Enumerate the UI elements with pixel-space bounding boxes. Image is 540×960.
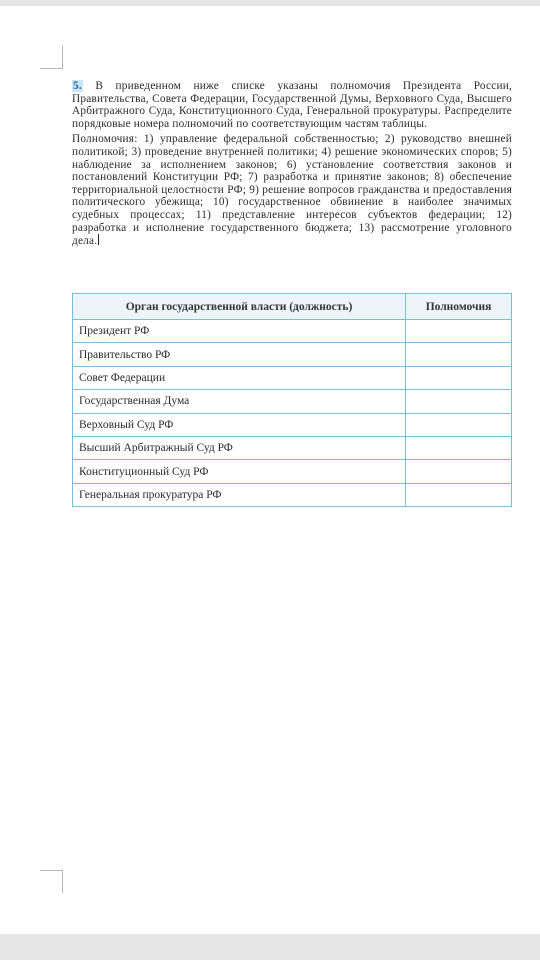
powers-cell[interactable] [406, 366, 512, 389]
task-text: В приведенном ниже списке указаны полномочия Президента России, Правительства, Совета Федерации, Государственной Думы, Верховного Суда, Высшего Арбитражного Суда, Конституционного Суда, Генеральной прокуратуры. Распределите порядковые номера полномочий по соответствующим частям таблицы. [72, 80, 513, 130]
organ-cell: Государственная Дума [73, 390, 406, 413]
powers-list [72, 133, 512, 247]
text-cursor [98, 234, 99, 245]
table-row [73, 460, 512, 483]
organ-cell: Конституционный Суд РФ [73, 460, 406, 483]
powers-cell[interactable] [406, 460, 512, 483]
header-organ: Орган государственной власти (должность) [73, 294, 406, 320]
powers-cell[interactable] [406, 413, 512, 436]
powers-text: Полномочия: 1) управление федеральной собственностью; 2) руководство внешней политикой; 3) проведение внутренней политики; 4) решение экономических споров; 5) наблюдение за исполнением законов; 6) установление соответствия законов и постановлений Конституции РФ; 7) разработка и принятие законов; 8) обеспечение территориальной целостности РФ; 9) решение вопросов гражданства и предоставления политического убежища; 10) государственное обвинение в наиболее значимых судебных процессах; 11) представление интересов субъектов федерации; 12) разработка и исполнение государственного бюджета; 13) рассмотрение уголовного дела. [72, 133, 512, 248]
crop-mark-top [40, 46, 63, 69]
table-row [73, 436, 512, 459]
powers-cell[interactable] [406, 483, 512, 506]
table-row [73, 483, 512, 506]
organ-cell: Совет Федерации [73, 366, 406, 389]
task-statement [72, 80, 512, 130]
table-header-row [73, 294, 512, 320]
document-page [0, 6, 540, 934]
table-row [73, 413, 512, 436]
task-number: 5. [73, 80, 82, 92]
table-row [73, 320, 512, 343]
organ-cell: Высший Арбитражный Суд РФ [73, 436, 406, 459]
table-row [73, 366, 512, 389]
table-row [73, 343, 512, 366]
authorities-table [72, 293, 512, 507]
powers-cell[interactable] [406, 436, 512, 459]
organ-cell: Генеральная прокуратура РФ [73, 483, 406, 506]
header-powers: Полномочия [406, 294, 512, 320]
table-row [73, 390, 512, 413]
organ-cell: Президент РФ [73, 320, 406, 343]
organ-cell: Верховный Суд РФ [73, 413, 406, 436]
powers-cell[interactable] [406, 320, 512, 343]
organ-cell: Правительство РФ [73, 343, 406, 366]
powers-cell[interactable] [406, 390, 512, 413]
task-content [72, 80, 513, 501]
crop-mark-bottom [40, 870, 63, 893]
powers-cell[interactable] [406, 343, 512, 366]
